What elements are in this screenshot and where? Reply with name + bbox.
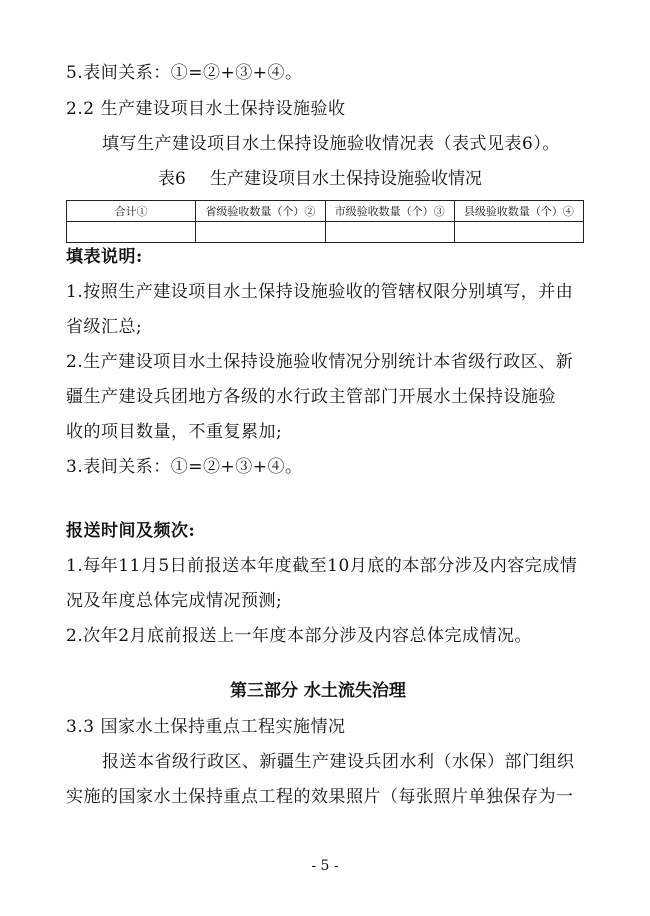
table-row: [67, 222, 584, 243]
report-item-1a: 1.每年11月5日前报送本年度截至10月底的本部分涉及内容完成情: [66, 556, 578, 576]
part3-paragraph-line-2: 实施的国家水土保持重点工程的效果照片（每张照片单独保存为一: [66, 787, 574, 807]
table-header-row: [67, 201, 584, 222]
fill-instruction: 填写生产建设项目水土保持设施验收情况表（表式见表6）。: [102, 134, 560, 154]
fill-note-3: 3.表间关系：①=②+③+④。: [66, 457, 303, 477]
table-cell: [325, 222, 454, 243]
fill-note-1b: 省级汇总;: [66, 317, 143, 337]
section-heading-2-2: 2.2 生产建设项目水土保持设施验收: [66, 99, 346, 119]
table-cell: [196, 222, 325, 243]
fill-note-2a: 2.生产建设项目水土保持设施验收情况分别统计本省级行政区、新: [66, 352, 574, 372]
report-item-1b: 况及年度总体完成情况预测;: [66, 591, 283, 611]
part3-paragraph-line-1: 报送本省级行政区、新疆生产建设兵团水利（水保）部门组织: [102, 752, 575, 772]
report-heading: 报送时间及频次:: [66, 521, 196, 541]
table-caption-title: 生产建设项目水土保持设施验收情况: [210, 169, 482, 189]
report-item-2: 2.次年2月底前报送上一年度本部分涉及内容总体完成情况。: [66, 626, 533, 646]
fill-note-2b: 疆生产建设兵团地方各级的水行政主管部门开展水土保持设施验: [66, 387, 556, 407]
page-number: - 5 -: [311, 858, 339, 874]
fill-note-1a: 1.按照生产建设项目水土保持设施验收的管辖权限分别填写，并由: [66, 282, 574, 302]
section-heading-3-3: 3.3 国家水土保持重点工程实施情况: [66, 717, 346, 737]
part-three-title: 第三部分 水土流失治理: [230, 681, 406, 701]
table-header-cell: 合计①: [67, 201, 196, 222]
relation-note-5: 5.表间关系：①=②+③+④。: [66, 63, 303, 83]
table-header-cell: 县级验收数量（个）④: [454, 201, 583, 222]
table-caption-number: 表6: [158, 169, 186, 189]
table-header-cell: 省级验收数量（个）②: [196, 201, 325, 222]
table-cell: [454, 222, 583, 243]
table-cell: [67, 222, 196, 243]
fill-note-2c: 收的项目数量，不重复累加;: [66, 422, 283, 442]
table-header-cell: 市级验收数量（个）③: [325, 201, 454, 222]
fill-notes-heading: 填表说明:: [66, 247, 143, 267]
acceptance-table: [66, 200, 584, 243]
